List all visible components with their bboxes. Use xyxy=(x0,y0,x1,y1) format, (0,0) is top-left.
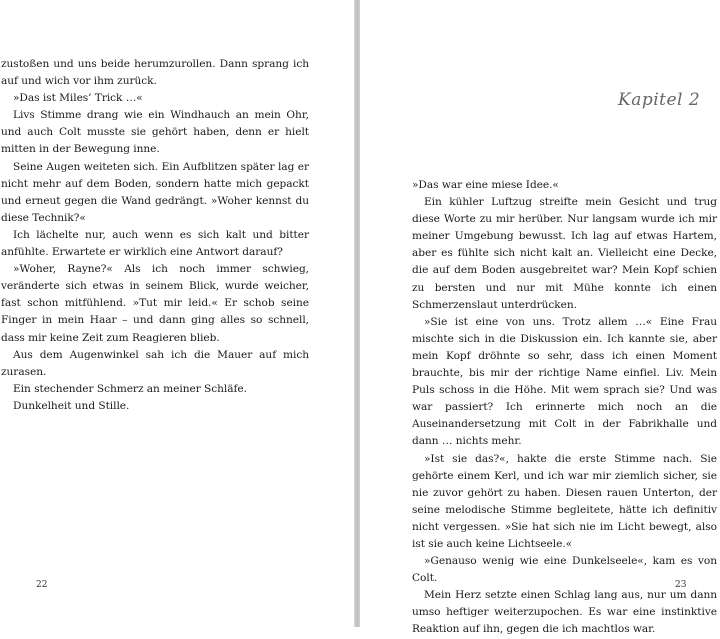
paragraph: Dunkelheit und Stille. xyxy=(13,399,130,412)
paragraph: Livs Stimme drang wie ein Windhauch an mein Ohr, und auch Colt musste sie gehört haben, denn er hielt mitten in der Bewegung inne. xyxy=(1,109,309,156)
paragraph: Aus dem Augenwinkel sah ich die Mauer auf mich zurasen. xyxy=(1,348,309,378)
paragraph: zustoßen und uns beide herumzurollen. Dann sprang ich auf und wich vor ihm zurück. xyxy=(1,58,309,88)
paragraph: Ein stechender Schmerz an meiner Schläfe. xyxy=(13,382,247,395)
left-page xyxy=(0,0,354,627)
page-number-left: 22 xyxy=(36,580,48,590)
right-page-text xyxy=(412,177,717,639)
page-number-right: 23 xyxy=(675,580,687,590)
right-page xyxy=(360,0,720,636)
chapter-title: Kapitel 2 xyxy=(618,90,701,110)
paragraph: Ich lächelte nur, auch wenn es sich kalt und bitter anfühlte. Erwartete er wirklich eine Antwort darauf? xyxy=(1,228,309,259)
paragraph: »Genauso wenig wie eine Dunkelseele«, kam es von Colt. xyxy=(412,555,717,585)
paragraph: »Sie ist eine von uns. Trotz allem …« Eine Frau mischte sich in die Diskussion ein. Ich kannte sie, aber mein Kopf dröhnte so sehr, dass ich einen Moment brauchte, bis mir der richtige Name einfiel. Liv. Mein Puls schoss in die Höhe. Mit wem sprach sie? Und was war passiert? Ich erinnerte mich noch an die Auseinandersetzung mit Colt in der Fabrikhalle und dann … nichts mehr. xyxy=(412,315,717,448)
left-page-text xyxy=(1,56,309,415)
paragraph: »Das ist Miles’ Trick …« xyxy=(13,92,143,105)
paragraph: »Woher, Rayne?« Als ich noch immer schwieg, veränderte sich etwas in seinem Blick, wurde weicher, fast schon mitfühlend. »Tut mir leid.« Er schob seine Finger in mein Haar – und dann ging alles so schnell, dass mir keine Zeit zum Reagieren blieb. xyxy=(1,263,309,344)
paragraph: Mein Herz setzte einen Schlag lang aus, nur um dann umso heftiger weiterzupochen. Es war eine instinktive Reaktion auf ihn, gegen die ich machtlos war. xyxy=(412,589,717,636)
paragraph: Seine Augen weiteten sich. Ein Aufblitzen später lag er nicht mehr auf dem Boden, sondern hatte mich gepackt und erneut gegen die Wand gedrängt. »Woher kennst du diese Technik?« xyxy=(1,160,309,224)
paragraph: »Ist sie das?«, hakte die erste Stimme nach. Sie gehörte einem Kerl, und ich war mir ziemlich sicher, sie nie zuvor gehört zu haben. Diesen rauen Unterton, der seine melodische Stimme begleitete, hätte ich definitiv nicht vergessen. »Sie hat sich nie im Licht bewegt, also ist sie auch keine Lichtseele.« xyxy=(412,452,717,550)
paragraph: Ein kühler Luftzug streifte mein Gesicht und trug diese Worte zu mir herüber. Nur langsam wurde ich mir meiner Umgebung bewusst. Ich lag auf etwas Hartem, aber es fühlte sich nicht kalt an. Vielleicht eine Decke, die auf dem Boden ausgebreitet war? Mein Kopf schien zu bersten und nur mit Mühe konnte ich einen Schmerzenslaut unterdrücken. xyxy=(412,196,717,311)
paragraph: »Das war eine miese Idee.« xyxy=(412,179,559,191)
